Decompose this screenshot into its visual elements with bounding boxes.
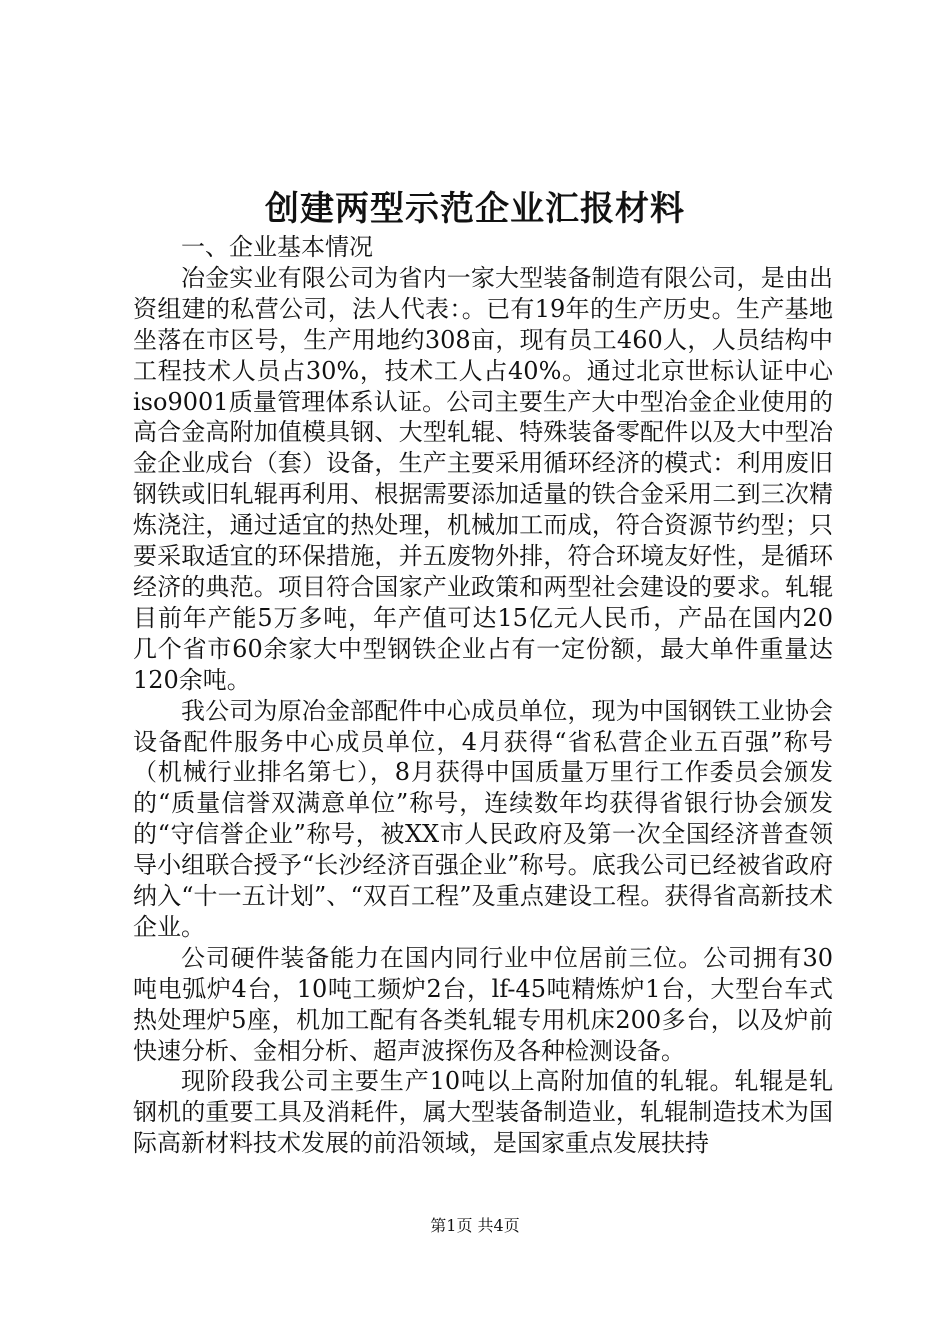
paragraph-company-overview: 冶金实业有限公司为省内一家大型装备制造有限公司，是由出资组建的私营公司，法人代表：。已有19年的生产历史。生产基地坐落在市区号，生产用地约308亩，现有员工460人，人员结构中工程技术人员占30%，技术工人占40%。通过北京世标认证中心iso9001质量管理体系认证。公司主要生产大中型冶金企业使用的高合金高附加值模具钢、大型轧辊、特殊装备零配件以及大中型冶金企业成台（套）设备，生产主要采用循环经济的模式：利用废旧钢铁或旧轧辊再利用、根据需要添加适量的铁合金采用二到三次精炼浇注，通过适宜的热处理，机械加工而成，符合资源节约型；只要采取适宜的环保措施，并五废物外排，符合环境友好性，是循环经济的典范。项目符合国家产业政策和两型社会建设的要求。轧辊目前年产能5万多吨，年产值可达15亿元人民币，产品在国内20几个省市60余家大中型钢铁企业占有一定份额，最大单件重量达120余吨。	[133, 263, 833, 694]
section-heading: 一、企业基本情况	[181, 233, 373, 261]
document-body	[133, 232, 833, 1159]
paragraph-current-production: 现阶段我公司主要生产10吨以上高附加值的轧辊。轧辊是轧钢机的重要工具及消耗件，属大型装备制造业，轧辊制造技术为国际高新材料技术发展的前沿领域，是国家重点发展扶持	[133, 1067, 833, 1158]
page-footer: 第1页 共4页	[430, 1216, 520, 1235]
paragraph-equipment: 公司硬件装备能力在国内同行业中位居前三位。公司拥有30吨电弧炉4台，10吨工频炉2台，lf-45吨精炼炉1台，大型台车式热处理炉5座，机加工配有各类轧辊专用机床200多台，以及炉前快速分析、金相分析、超声波探伤及各种检测设备。	[133, 943, 833, 1065]
paragraph-honors: 我公司为原冶金部配件中心成员单位，现为中国钢铁工业协会设备配件服务中心成员单位，4月获得“省私营企业五百强”称号（机械行业排名第七），8月获得中国质量万里行工作委员会颁发的“质量信誉双满意单位”称号，连续数年均获得省银行协会颁发的“守信誉企业”称号，被XX市人民政府及第一次全国经济普查领导小组联合授予“长沙经济百强企业”称号。底我公司已经被省政府纳入“十一五计划”、“双百工程”及重点建设工程。获得省高新技术企业。	[133, 696, 833, 941]
document-title: 创建两型示范企业汇报材料	[265, 189, 685, 229]
